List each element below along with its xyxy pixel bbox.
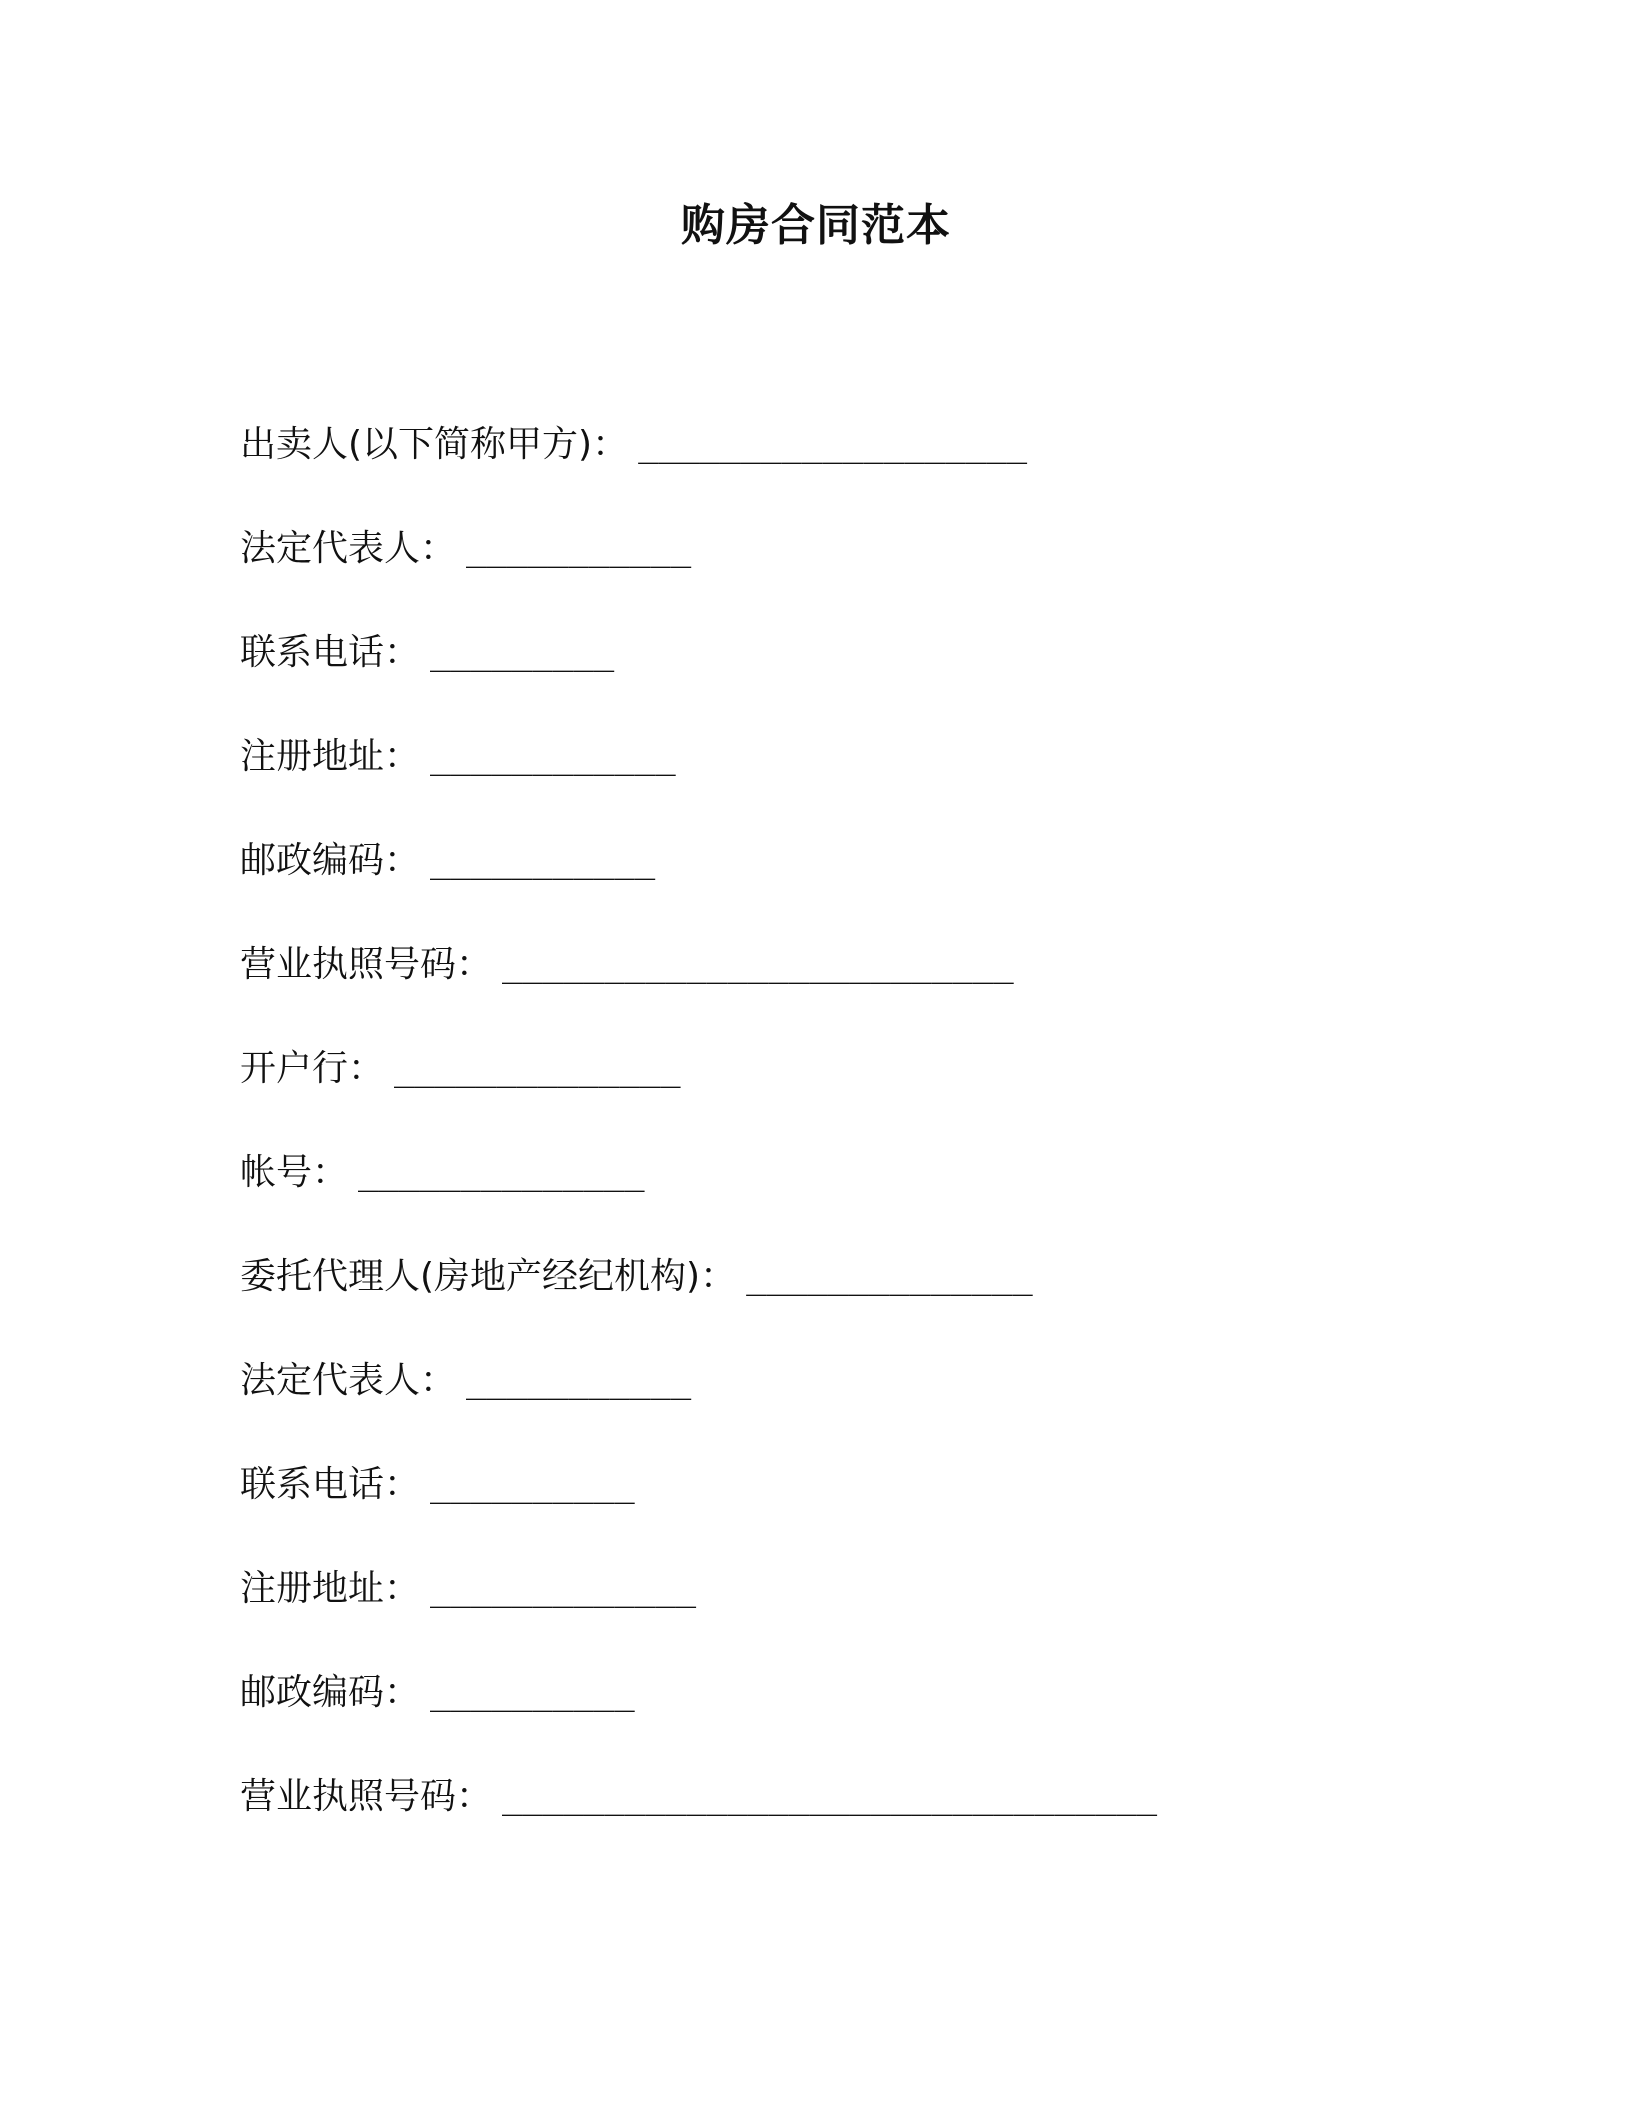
field-agent-business-license [240, 1767, 1440, 1871]
field-colon: ： [420, 528, 457, 569]
field-account-number [240, 1143, 1440, 1247]
field-blank[interactable]: ______________ [746, 1257, 1033, 1297]
field-blank[interactable]: _________________________ [502, 945, 1014, 985]
field-blank[interactable]: ___________ [466, 1361, 692, 1401]
field-label: 邮政编码 [240, 840, 385, 881]
field-blank[interactable]: ___________ [466, 529, 692, 569]
field-blank[interactable]: __________ [430, 1465, 635, 1505]
field-colon: ： [384, 632, 421, 673]
field-registered-address [240, 727, 1440, 831]
field-colon: ： [384, 1464, 421, 1505]
field-label: 法定代表人 [240, 1360, 421, 1401]
field-colon: ： [420, 1360, 457, 1401]
field-colon: ： [456, 944, 493, 985]
field-label: 营业执照号码 [240, 1776, 457, 1817]
field-agent-legal-representative [240, 1351, 1440, 1455]
field-colon: ： [700, 1256, 737, 1297]
field-colon: ： [592, 424, 629, 465]
field-bank [240, 1039, 1440, 1143]
field-label: 联系电话 [240, 1464, 385, 1505]
field-colon: ： [312, 1152, 349, 1193]
field-agent-registered-address [240, 1559, 1440, 1663]
field-label: 出卖人(以下简称甲方) [240, 424, 593, 465]
field-business-license [240, 935, 1440, 1039]
field-colon: ： [384, 1672, 421, 1713]
field-blank[interactable]: ___________________ [638, 425, 1028, 465]
field-agent-postal-code [240, 1663, 1440, 1767]
field-blank[interactable]: ______________ [394, 1049, 681, 1089]
field-blank[interactable]: __________ [430, 1673, 635, 1713]
field-label: 帐号 [240, 1152, 313, 1193]
field-label: 注册地址 [240, 1568, 385, 1609]
field-label: 委托代理人(房地产经纪机构) [240, 1256, 701, 1297]
field-label: 邮政编码 [240, 1672, 385, 1713]
field-blank[interactable]: ____________ [430, 737, 676, 777]
field-label: 联系电话 [240, 632, 385, 673]
field-postal-code [240, 831, 1440, 935]
field-legal-representative [240, 519, 1440, 623]
field-colon: ： [456, 1776, 493, 1817]
field-agent-phone [240, 1455, 1440, 1559]
field-seller [240, 415, 1440, 519]
field-blank[interactable]: ________________________________ [502, 1777, 1158, 1817]
field-label: 注册地址 [240, 736, 385, 777]
field-phone [240, 623, 1440, 727]
field-blank[interactable]: ___________ [430, 841, 656, 881]
field-blank[interactable]: _____________ [430, 1569, 697, 1609]
form-field-list [240, 415, 1440, 1871]
field-label: 营业执照号码 [240, 944, 457, 985]
field-colon: ： [384, 1568, 421, 1609]
field-label: 开户行 [240, 1048, 349, 1089]
field-agent [240, 1247, 1440, 1351]
field-blank[interactable]: ______________ [358, 1153, 645, 1193]
field-colon: ： [384, 736, 421, 777]
document-title: 购房合同范本 [681, 200, 951, 251]
field-colon: ： [348, 1048, 385, 1089]
field-label: 法定代表人 [240, 528, 421, 569]
field-blank[interactable]: _________ [430, 633, 615, 673]
field-colon: ： [384, 840, 421, 881]
